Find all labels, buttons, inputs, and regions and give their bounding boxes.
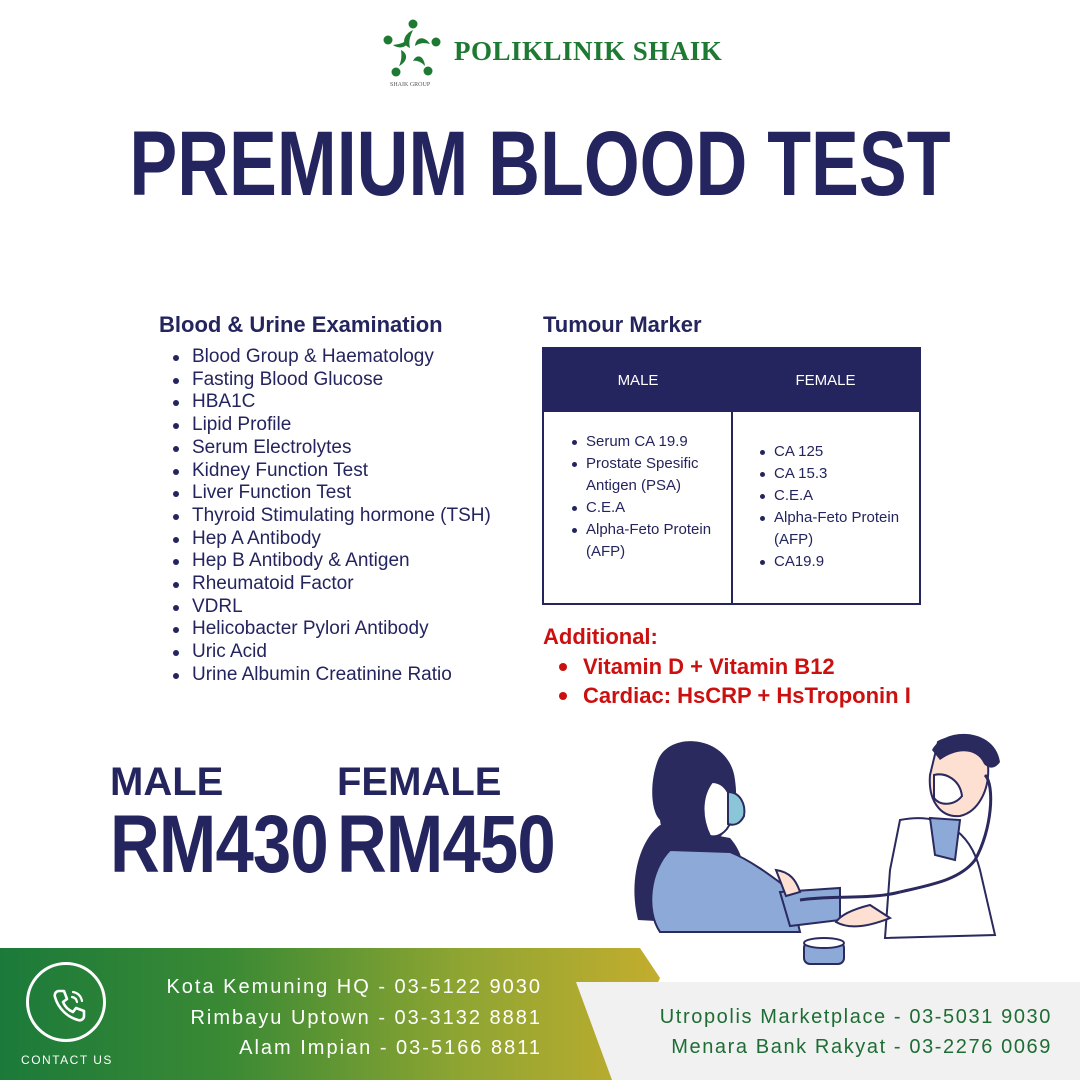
list-item: Serum CA 19.9 xyxy=(570,431,720,453)
list-item: C.E.A xyxy=(570,497,720,519)
column-divider xyxy=(731,412,733,605)
list-item: VDRL xyxy=(172,596,491,619)
list-item: CA 15.3 xyxy=(758,463,908,485)
female-price-block xyxy=(337,760,596,890)
list-item: Prostate Spesific Antigen (PSA) xyxy=(570,453,720,497)
page-title: PREMIUM BLOOD TEST xyxy=(129,113,951,215)
list-item: Rheumatoid Factor xyxy=(172,573,491,596)
branch-phone: Alam Impian - 03-5166 8811 xyxy=(239,1037,542,1059)
list-item: Hep B Antibody & Antigen xyxy=(172,550,491,573)
list-item: CA 125 xyxy=(758,441,908,463)
list-item: Cardiac: HsCRP + HsTroponin I xyxy=(557,681,911,710)
male-marker-list xyxy=(570,431,720,563)
branch-list-left xyxy=(166,972,542,1064)
male-price-block xyxy=(110,760,369,890)
branch-phone: Rimbayu Uptown - 03-3132 8881 xyxy=(190,1006,542,1029)
list-item: Thyroid Stimulating hormone (TSH) xyxy=(172,505,491,528)
list-item: Urine Albumin Creatinine Ratio xyxy=(172,664,491,687)
patient-figure xyxy=(634,741,840,932)
list-item: Serum Electrolytes xyxy=(172,437,491,460)
contact-us-label: CONTACT US xyxy=(21,1053,113,1067)
list-item: Uric Acid xyxy=(172,641,491,664)
column-header-female: FEMALE xyxy=(795,372,856,389)
phone-icon xyxy=(49,985,89,1025)
table-header xyxy=(544,349,919,412)
brand-name: POLIKLINIK SHAIK xyxy=(454,36,723,66)
column-header-male: MALE xyxy=(617,372,659,389)
list-item: Hep A Antibody xyxy=(172,528,491,551)
branch-phone: Kota Kemuning HQ - 03-5122 9030 xyxy=(166,976,542,998)
doctor-patient-illustration xyxy=(600,720,1020,970)
branch-list-right xyxy=(660,1002,1052,1062)
female-price-value: RM450 xyxy=(337,799,555,890)
contact-button[interactable] xyxy=(26,962,106,1042)
female-marker-list xyxy=(758,441,908,573)
additional-list xyxy=(557,652,911,710)
list-item: Liver Function Test xyxy=(172,482,491,505)
list-item: C.E.A xyxy=(758,485,908,507)
branch-phone: Menara Bank Rakyat - 03-2276 0069 xyxy=(671,1036,1052,1058)
blood-urine-list xyxy=(172,346,491,687)
leaf-cluster-icon xyxy=(380,16,446,82)
list-item: CA19.9 xyxy=(758,551,908,573)
list-item: Kidney Function Test xyxy=(172,460,491,483)
male-price-label: MALE xyxy=(110,760,224,804)
list-item: Helicobacter Pylori Antibody xyxy=(172,618,491,641)
blood-urine-heading: Blood & Urine Examination xyxy=(159,312,443,337)
brand-group: SHAIK GROUP xyxy=(390,82,431,88)
tumour-marker-heading: Tumour Marker xyxy=(543,312,702,337)
tumour-marker-table xyxy=(542,347,921,605)
list-item: HBA1C xyxy=(172,391,491,414)
female-price-label: FEMALE xyxy=(337,760,502,804)
list-item: Blood Group & Haematology xyxy=(172,346,491,369)
list-item: Alpha-Feto Protein (AFP) xyxy=(758,507,908,551)
additional-heading: Additional: xyxy=(543,624,658,649)
branch-phone: Utropolis Marketplace - 03-5031 9030 xyxy=(659,1006,1052,1028)
list-item: Vitamin D + Vitamin B12 xyxy=(557,652,911,681)
list-item: Fasting Blood Glucose xyxy=(172,369,491,392)
blood-pressure-gauge xyxy=(804,938,844,964)
list-item: Alpha-Feto Protein (AFP) xyxy=(570,519,720,563)
male-price-value: RM430 xyxy=(110,799,328,890)
brand-logo xyxy=(380,16,723,92)
list-item: Lipid Profile xyxy=(172,414,491,437)
